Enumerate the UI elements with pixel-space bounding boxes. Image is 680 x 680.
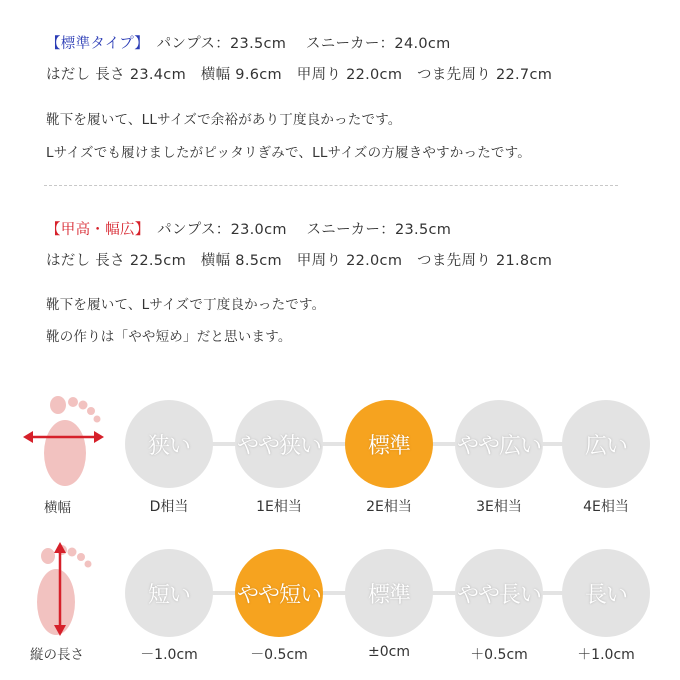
width-step-narrow: 狭い [125, 400, 213, 488]
standard-note-2: Lサイズでも履けましたがピッタリぎみで、LLサイズの方履きやすかったです。 [46, 145, 531, 161]
foot-length-icon [26, 540, 98, 640]
width-step-standard: 標準 [345, 400, 433, 488]
wide-sizes-line [46, 218, 451, 239]
wide-sizes: パンプス：23.0cm スニーカー：23.5cm [157, 222, 452, 238]
foot-width-icon [20, 393, 106, 489]
width-step-wide: 広い [562, 400, 650, 488]
length-step-slightly-short: やや短い [235, 549, 323, 637]
width-sub-2e: 2E相当 [366, 499, 412, 515]
length-step-short: 短い [125, 549, 213, 637]
length-sub-plus-1: ＋1.0cm [577, 647, 635, 663]
section-divider [44, 185, 618, 186]
length-sub-zero: ±0cm [368, 644, 410, 660]
standard-note-1: 靴下を履いて、LLサイズで余裕があり丁度良かったです。 [46, 112, 402, 128]
width-sub-4e: 4E相当 [583, 499, 629, 515]
wide-measurements: はだし 長さ 22.5cm 横幅 8.5cm 甲周り 22.0cm つま先周り 21.8cm [46, 253, 553, 269]
length-sub-plus-05: ＋0.5cm [470, 647, 528, 663]
width-step-slightly-narrow: やや狭い [235, 400, 323, 488]
width-scale-label: 横幅 [44, 500, 71, 516]
wide-type-tag: 【甲高・幅広】 [46, 222, 143, 238]
width-sub-3e: 3E相当 [476, 499, 522, 515]
wide-note-2: 靴の作りは「やや短め」だと思います。 [46, 329, 292, 345]
length-sub-minus-05: －0.5cm [250, 647, 308, 663]
standard-sizes-line [46, 32, 451, 53]
length-step-standard: 標準 [345, 549, 433, 637]
wide-note-1: 靴下を履いて、Lサイズで丁度良かったです。 [46, 297, 326, 313]
width-sub-d: D相当 [149, 499, 189, 515]
standard-measurements: はだし 長さ 23.4cm 横幅 9.6cm 甲周り 22.0cm つま先周り 22.7cm [46, 67, 553, 83]
standard-sizes: パンプス：23.5cm スニーカー：24.0cm [156, 36, 451, 52]
length-sub-minus-1: －1.0cm [140, 647, 198, 663]
width-sub-1e: 1E相当 [256, 499, 302, 515]
length-step-long: 長い [562, 549, 650, 637]
length-step-slightly-long: やや長い [455, 549, 543, 637]
standard-type-tag: 【標準タイプ】 [46, 36, 142, 52]
width-step-slightly-wide: やや広い [455, 400, 543, 488]
length-scale-label: 縦の長さ [30, 647, 84, 663]
